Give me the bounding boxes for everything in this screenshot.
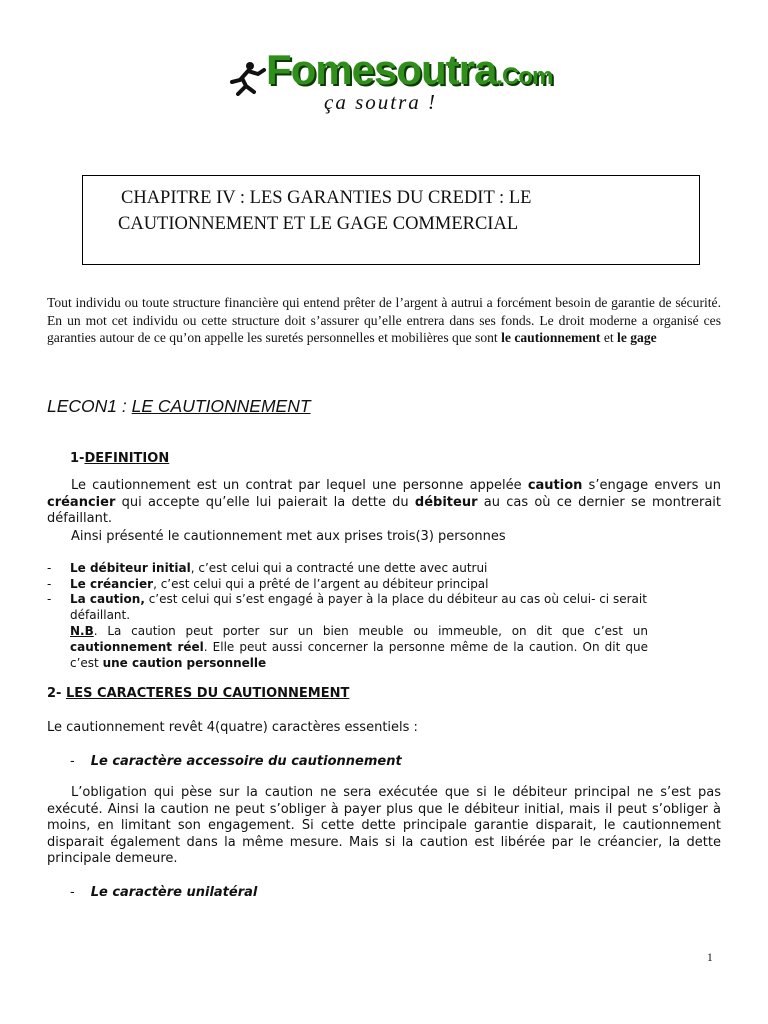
def-text-c: s’engage envers un xyxy=(582,478,721,493)
intro-bold-cautionnement: le cautionnement xyxy=(501,330,601,345)
list-item-text: , c’est celui qui a prêté de l’argent au débiteur principal xyxy=(153,576,489,591)
def-bold-creancier: créancier xyxy=(47,494,116,510)
logo-domain: .Com xyxy=(496,63,553,90)
list-item xyxy=(47,561,721,577)
subheading-unilateral xyxy=(70,885,257,900)
persons-list xyxy=(47,561,721,623)
lesson-title: LE CAUTIONNEMENT xyxy=(131,396,311,416)
sub-dash: - xyxy=(70,754,75,769)
logo-tagline: ça soutra ! xyxy=(324,90,437,114)
section-number: 2- xyxy=(47,686,62,701)
accessoire-paragraph: L’obligation qui pèse sur la caution ne sera exécutée que si le débiteur principal ne s’est pas exécuté. Ainsi la caution ne peut s’obliger à payer plus que le débiteur initial, mais il peut s’obliger à moins, en limitant son engagement. Si cette dette principale garantie disparait, le cautionnement disparait également dans la même mesure. Mais si la caution est libérée par le créancier, la dette principale demeure. xyxy=(47,785,721,866)
list-item-text: , c’est celui qui a contracté une dette avec autrui xyxy=(190,561,488,575)
lesson-prefix: LECON1 : xyxy=(47,396,132,416)
section-title: LES CARACTERES DU CAUTIONNEMENT xyxy=(65,686,350,701)
definition-paragraph-2: Ainsi présenté le cautionnement met aux prises trois(3) personnes xyxy=(71,529,506,544)
nb-text-2: . Elle peut aussi concerner la personne même de la caution. On dit que c’est xyxy=(70,639,649,670)
nb-bold-reel: cautionnement réel xyxy=(70,639,204,654)
section-definition-heading xyxy=(70,451,169,466)
list-item-text: c’est celui qui s’est engagé à payer à la place du débiteur au cas où celui- ci serait défaillant. xyxy=(70,592,647,622)
def-text-a: Le cautionnement est un contrat par lequel une personne appelée xyxy=(71,478,528,493)
list-item-term: Le débiteur initial xyxy=(70,561,191,575)
list-dash: - xyxy=(47,592,52,606)
def-bold-debiteur: débiteur xyxy=(414,494,478,510)
list-item-term: Le créancier xyxy=(70,576,154,591)
section-caracteres-heading xyxy=(47,686,349,701)
def-bold-caution: caution xyxy=(527,478,583,493)
chapter-title-line-2: CAUTIONNEMENT ET LE GAGE COMMERCIAL xyxy=(118,214,519,234)
subheading-accessoire xyxy=(70,754,402,769)
chapter-title-line-1: CHAPITRE IV : LES GARANTIES DU CREDIT : LE xyxy=(121,188,532,208)
definition-paragraph xyxy=(47,478,721,528)
nb-label: N.B xyxy=(70,624,94,638)
list-dash: - xyxy=(47,561,52,575)
list-item xyxy=(47,577,721,593)
chapter-title-box xyxy=(82,175,700,265)
nb-note xyxy=(70,624,648,671)
intro-text: Tout individu ou toute structure financière qui entend prêter de l’argent à autrui a forcément besoin de garantie de sécurité. En un mot cet individu ou cette structure doit s’assurer qu’elle entrera dans ses fonds. Le droit moderne a organisé ces garanties autour de ce qu’on appelle les suretés personnelles et mobilières que sont xyxy=(47,295,721,345)
site-logo xyxy=(228,46,558,126)
section-title: DEFINITION xyxy=(84,451,170,466)
list-dash: - xyxy=(47,576,52,591)
list-item xyxy=(47,592,695,623)
section-number: 1- xyxy=(70,451,85,466)
caracteres-intro: Le cautionnement revêt 4(quatre) caractères essentiels : xyxy=(47,720,418,735)
nb-text-1: . La caution peut porter sur un bien meuble ou immeuble, on dit que c’est un xyxy=(93,624,648,638)
intro-paragraph xyxy=(47,294,721,347)
page-number: 1 xyxy=(707,952,713,964)
logo-wordmark xyxy=(266,46,552,94)
lesson-heading xyxy=(47,396,311,417)
sub-title: Le caractère accessoire du cautionnement xyxy=(90,754,402,769)
intro-conjunction: et xyxy=(600,330,618,345)
sub-title: Le caractère unilatéral xyxy=(90,885,258,900)
logo-brand: Fomesoutra xyxy=(266,46,497,93)
def-text-g: au cas où ce dernier se montrerait défaillant. xyxy=(47,494,721,526)
sub-dash: - xyxy=(70,885,75,900)
nb-bold-personnelle: une caution personnelle xyxy=(102,655,267,670)
intro-bold-gage: le gage xyxy=(617,330,657,345)
running-figure-icon xyxy=(228,60,268,96)
def-text-e: qui accepte qu’elle lui paierait la dette du xyxy=(115,494,415,510)
list-item-term: La caution, xyxy=(70,592,145,606)
